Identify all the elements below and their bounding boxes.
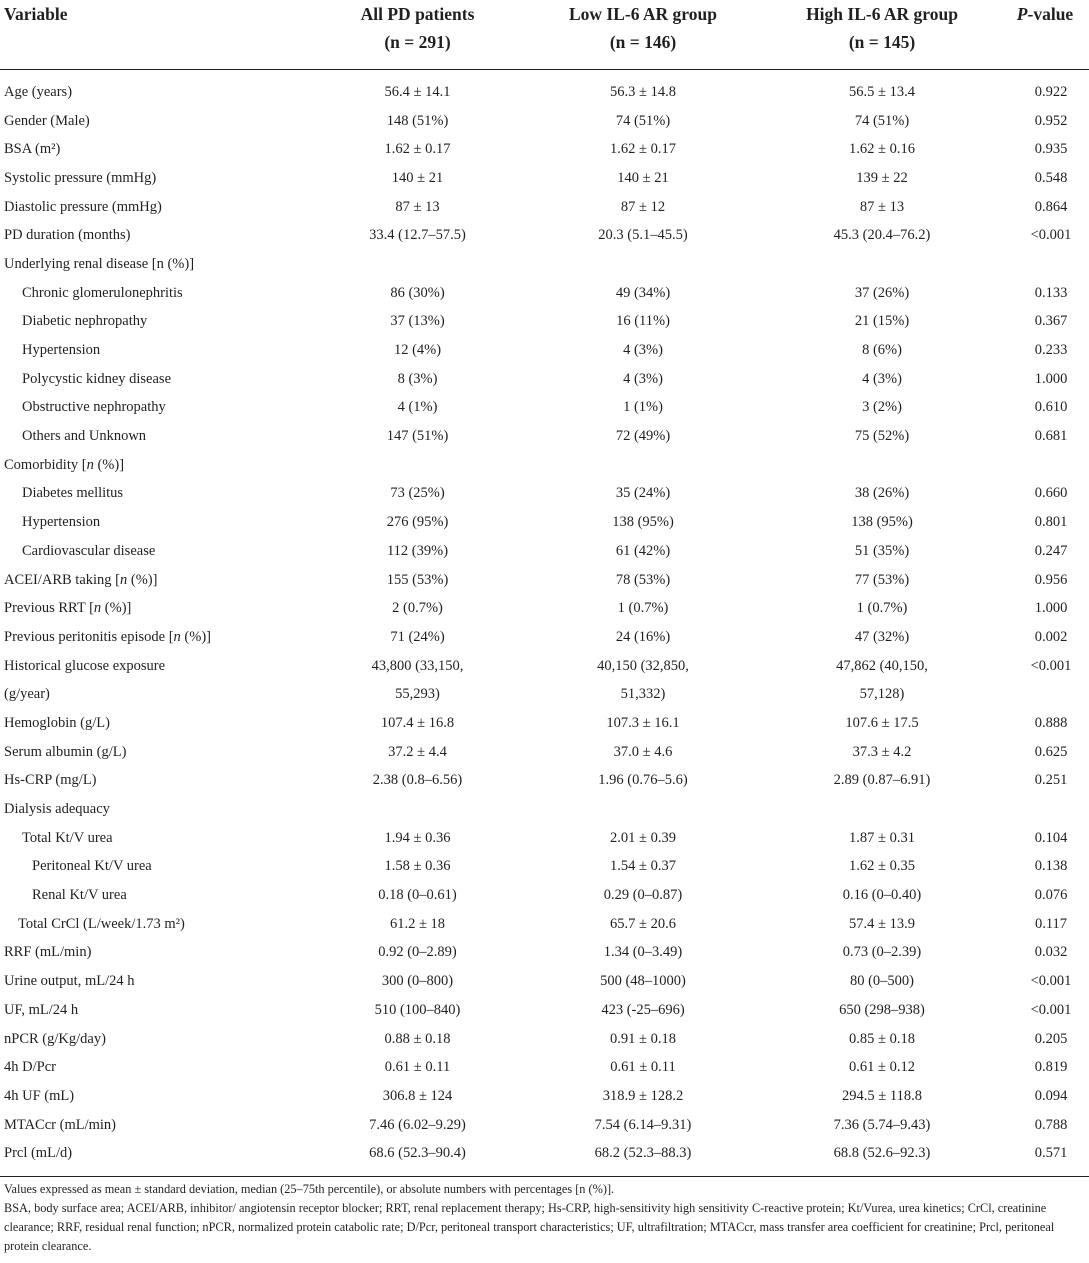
cell-all-patients: 43,800 (33,150,	[371, 657, 464, 674]
header-high-group	[763, 0, 1001, 70]
row-label: BSA (m²)	[4, 141, 61, 158]
row-label: Diabetes mellitus	[22, 485, 124, 502]
row-label-italic-n: n	[120, 571, 128, 588]
cell-low-group: 40,150 (32,850,	[597, 657, 689, 674]
cell-p-value	[1001, 795, 1089, 824]
cell-low-group: 49 (34%)	[615, 284, 671, 301]
cell-p-value: 0.076	[1034, 887, 1068, 904]
cell-high-group: 0.73 (0–2.39)	[842, 944, 922, 961]
cell-high-group: 68.8 (52.6–92.3)	[763, 1139, 1001, 1176]
table-row	[0, 939, 1089, 968]
row-label: UF, mL/24 h	[4, 1001, 79, 1018]
row-label: Total CrCl (L/week/1.73 m²)	[18, 915, 185, 932]
cell-all-patients: 107.4 ± 16.8	[380, 714, 455, 731]
cell-high-group: 107.6 ± 17.5	[845, 714, 919, 731]
cell-high-group	[763, 795, 1001, 824]
row-label: Underlying renal disease [n (%)]	[4, 255, 195, 272]
cell-low-group: 56.3 ± 14.8	[610, 83, 676, 100]
cell-all-patients: 86 (30%)	[390, 284, 445, 301]
cell-high-group	[763, 250, 1001, 279]
cell-low-group: 1 (0.7%)	[617, 600, 669, 617]
cell-p-value: 0.138	[1034, 858, 1068, 875]
row-label: 4h UF (mL)	[4, 1087, 75, 1104]
cell-high-group: 87 ± 13	[859, 198, 905, 215]
row-label-part: (%)]	[101, 600, 132, 617]
cell-p-value: 0.956	[1034, 571, 1068, 588]
row-label: Others and Unknown	[22, 428, 147, 445]
cell-low-group: 1.54 ± 0.37	[610, 858, 676, 875]
header-low-label: Low IL-6 AR group	[569, 4, 717, 24]
row-label: 4h D/Pcr	[4, 1059, 56, 1076]
cell-p-value: 0.625	[1034, 743, 1068, 760]
cell-all-patients: 306.8 ± 124	[382, 1087, 453, 1104]
table-row	[0, 709, 1089, 738]
cell-low-group: 1.96 (0.76–5.6)	[598, 772, 688, 789]
cell-all-patients: 0.61 ± 0.11	[384, 1059, 451, 1076]
cell-p-value: 0.233	[1034, 342, 1068, 359]
cell-p-value: 0.571	[1001, 1139, 1089, 1176]
row-label-italic-n: n	[86, 456, 94, 473]
table-row	[0, 135, 1089, 164]
cell-all-patients: 56.4 ± 14.1	[384, 83, 451, 100]
cell-p-value: 0.801	[1034, 514, 1068, 531]
cell-all-patients: 2 (0.7%)	[392, 600, 443, 617]
cell-low-group	[523, 250, 763, 279]
table-footnotes	[0, 1180, 1089, 1256]
header-variable: Variable	[0, 0, 312, 70]
row-label: nPCR (g/Kg/day)	[4, 1030, 106, 1047]
cell-all-patients: 0.88 ± 0.18	[384, 1030, 451, 1047]
cell-high-group: 0.61 ± 0.12	[849, 1059, 915, 1076]
cell-low-group: 2.01 ± 0.39	[610, 829, 676, 846]
row-label: Cardiovascular disease	[22, 542, 156, 559]
row-label: Hypertension	[22, 342, 101, 359]
cell-p-value: 1.000	[1034, 370, 1068, 387]
table-row	[0, 279, 1089, 308]
row-label: (g/year)	[4, 686, 50, 703]
cell-high-group: 650 (298–938)	[839, 1001, 925, 1018]
cell-all-patients	[312, 250, 523, 279]
cell-low-group: 4 (3%)	[623, 370, 663, 387]
cell-all-patients: 2.38 (0.8–6.56)	[372, 772, 463, 789]
cell-low-group: 61 (42%)	[615, 542, 671, 559]
cell-low-group: 37.0 ± 4.6	[613, 743, 673, 760]
cell-low-group: 16 (11%)	[616, 313, 670, 330]
cell-all-patients: 8 (3%)	[397, 370, 438, 387]
cell-p-value: 0.094	[1034, 1087, 1068, 1104]
cell-high-group: 1.62 ± 0.35	[849, 858, 915, 875]
cell-high-group: 138 (95%)	[851, 514, 913, 531]
cell-all-patients: 37.2 ± 4.4	[388, 743, 447, 760]
cell-all-patients: 1.62 ± 0.17	[384, 141, 451, 158]
cell-high-group: 139 ± 22	[856, 169, 908, 186]
cell-high-group: 80 (0–500)	[849, 973, 915, 990]
header-p-italic: P	[1016, 4, 1028, 24]
row-label	[0, 594, 312, 623]
table-row	[0, 193, 1089, 222]
cell-high-group: 38 (26%)	[854, 485, 910, 502]
table-row	[0, 566, 1089, 595]
cell-p-value: 0.788	[1034, 1116, 1068, 1133]
row-label: Hs-CRP (mg/L)	[4, 772, 97, 789]
table-row	[0, 767, 1089, 796]
row-label: Obstructive nephropathy	[22, 399, 166, 416]
header-all-n: (n = 291)	[384, 32, 451, 52]
row-label-italic-n: n	[173, 628, 181, 645]
cell-all-patients: 148 (51%)	[386, 112, 449, 129]
table-row	[0, 1082, 1089, 1111]
cell-all-patients: 7.46 (6.02–9.29)	[369, 1116, 466, 1133]
cell-p-value: 0.133	[1034, 284, 1068, 301]
cell-p-value: 0.117	[1034, 915, 1068, 932]
table-row	[0, 996, 1089, 1025]
cell-all-patients: 510 (100–840)	[374, 1001, 461, 1018]
cell-low-group: 72 (49%)	[615, 428, 671, 445]
table-row	[0, 795, 1089, 824]
cell-low-group: 140 ± 21	[617, 169, 669, 186]
cell-high-group: 75 (52%)	[854, 428, 910, 445]
table-row	[0, 422, 1089, 451]
table-header	[0, 0, 1089, 70]
row-label: Hypertension	[22, 514, 101, 531]
cell-p-value: 0.681	[1034, 428, 1068, 445]
row-label: Diabetic nephropathy	[22, 313, 148, 330]
cell-all-patients: 55,293)	[395, 686, 440, 703]
cell-low-group: 65.7 ± 20.6	[610, 915, 676, 932]
cell-high-group	[763, 451, 1001, 480]
cell-p-value: 0.952	[1034, 112, 1068, 129]
cell-p-value: <0.001	[1030, 973, 1072, 990]
cell-high-group: 4 (3%)	[862, 370, 902, 387]
table-row	[0, 1139, 1089, 1176]
table-row	[0, 824, 1089, 853]
cell-p-value	[1001, 250, 1089, 279]
cell-all-patients: 87 ± 13	[395, 198, 440, 215]
table-row	[0, 881, 1089, 910]
cell-high-group: 294.5 ± 118.8	[842, 1087, 922, 1104]
table-row	[0, 480, 1089, 509]
cell-p-value	[1001, 680, 1089, 709]
row-label-part: Previous RRT [	[4, 600, 94, 617]
cell-all-patients: 0.18 (0–0.61)	[378, 887, 457, 904]
table-row	[0, 451, 1089, 480]
cell-p-value: 0.032	[1034, 944, 1068, 961]
header-low-group	[523, 0, 763, 70]
cell-low-group: 0.61 ± 0.11	[610, 1059, 676, 1076]
cell-high-group: 57,128)	[859, 686, 905, 703]
cell-p-value: <0.001	[1030, 227, 1072, 244]
cell-all-patients: 1.58 ± 0.36	[384, 858, 451, 875]
cell-high-group: 74 (51%)	[854, 112, 910, 129]
cell-all-patients: 1.94 ± 0.36	[384, 829, 451, 846]
cell-p-value: 0.922	[1034, 83, 1068, 100]
cell-high-group: 47,862 (40,150,	[836, 657, 928, 674]
row-label: MTACcr (mL/min)	[4, 1116, 116, 1133]
cell-all-patients: 0.92 (0–2.89)	[378, 944, 457, 961]
cell-low-group: 107.3 ± 16.1	[606, 714, 680, 731]
table-row	[0, 967, 1089, 996]
row-label: Chronic glomerulonephritis	[22, 284, 183, 301]
table-row	[0, 394, 1089, 423]
cell-p-value: 0.819	[1034, 1059, 1068, 1076]
cell-all-patients	[312, 795, 523, 824]
cell-high-group: 37.3 ± 4.2	[852, 743, 912, 760]
cell-all-patients	[312, 451, 523, 480]
cell-low-group: 35 (24%)	[615, 485, 671, 502]
cell-p-value: 0.888	[1034, 714, 1068, 731]
cell-high-group: 57.4 ± 13.9	[849, 915, 915, 932]
cell-all-patients: 37 (13%)	[390, 313, 445, 330]
cell-low-group: 423 (-25–696)	[601, 1001, 685, 1018]
cell-p-value: 0.610	[1034, 399, 1068, 416]
cell-all-patients: 112 (39%)	[386, 542, 449, 559]
cell-p-value: 0.251	[1034, 772, 1068, 789]
cell-all-patients: 33.4 (12.7–57.5)	[369, 227, 466, 244]
row-label: Prcl (mL/d)	[0, 1139, 312, 1176]
row-label: Renal Kt/V urea	[32, 887, 127, 904]
cell-low-group: 1.34 (0–3.49)	[603, 944, 683, 961]
row-label: RRF (mL/min)	[4, 944, 92, 961]
cell-p-value: 0.864	[1034, 198, 1068, 215]
row-label: PD duration (months)	[4, 227, 131, 244]
row-label-part: (%)]	[93, 456, 125, 473]
row-label: Serum albumin (g/L)	[4, 743, 127, 760]
cell-all-patients: 68.6 (52.3–90.4)	[312, 1139, 523, 1176]
table-row	[0, 853, 1089, 882]
table-row	[0, 623, 1089, 652]
cell-low-group	[523, 795, 763, 824]
cell-all-patients: 140 ± 21	[391, 169, 444, 186]
cell-all-patients: 71 (24%)	[390, 628, 445, 645]
row-label: Age (years)	[4, 83, 73, 100]
header-row	[0, 0, 1089, 70]
cell-high-group: 21 (15%)	[854, 313, 910, 330]
cell-p-value: <0.001	[1030, 657, 1072, 674]
row-label: Diastolic pressure (mmHg)	[4, 198, 162, 215]
row-label: Urine output, mL/24 h	[4, 973, 135, 990]
row-label	[0, 623, 312, 652]
row-label: Gender (Male)	[4, 112, 90, 129]
table-row	[0, 221, 1089, 250]
cell-high-group: 47 (32%)	[854, 628, 910, 645]
cell-high-group: 77 (53%)	[854, 571, 910, 588]
row-label-part: Comorbidity [	[4, 456, 87, 473]
cell-high-group: 1.87 ± 0.31	[849, 829, 915, 846]
header-p-rest: -value	[1027, 4, 1074, 24]
cell-p-value: 0.247	[1034, 542, 1068, 559]
cell-all-patients: 147 (51%)	[386, 428, 449, 445]
table-row	[0, 1025, 1089, 1054]
row-label	[0, 451, 312, 480]
cell-all-patients: 61.2 ± 18	[389, 915, 446, 932]
table-row	[0, 1053, 1089, 1082]
row-label	[0, 566, 312, 595]
cell-high-group: 7.36 (5.74–9.43)	[833, 1116, 931, 1133]
cell-low-group: 0.91 ± 0.18	[610, 1030, 676, 1047]
table-body	[0, 70, 1089, 1177]
cell-low-group: 318.9 ± 128.2	[602, 1087, 684, 1104]
cell-low-group: 138 (95%)	[612, 514, 674, 531]
cell-all-patients: 73 (25%)	[390, 485, 445, 502]
cell-p-value: 0.205	[1034, 1030, 1068, 1047]
cell-high-group: 1.62 ± 0.16	[849, 141, 915, 158]
table-row	[0, 164, 1089, 193]
cell-p-value: 0.002	[1034, 628, 1068, 645]
row-label-part: ACEI/ARB taking [	[4, 571, 120, 588]
table-row	[0, 308, 1089, 337]
table-row	[0, 365, 1089, 394]
table-row	[0, 250, 1089, 279]
table-row	[0, 336, 1089, 365]
cell-low-group: 24 (16%)	[615, 628, 671, 645]
header-high-n: (n = 145)	[848, 32, 916, 52]
cell-all-patients: 12 (4%)	[393, 342, 442, 359]
cell-high-group: 8 (6%)	[862, 342, 902, 359]
cell-low-group	[523, 451, 763, 480]
cell-low-group: 87 ± 12	[620, 198, 666, 215]
table-row	[0, 508, 1089, 537]
row-label-part: (%)]	[127, 571, 158, 588]
footnote-values: Values expressed as mean ± standard deviation, median (25–75th percentile), or absolute numbers with percentages [n (%)].	[4, 1182, 615, 1196]
cell-high-group: 0.16 (0–0.40)	[842, 887, 922, 904]
table-row	[0, 680, 1089, 709]
table-row	[0, 107, 1089, 136]
row-label: Peritoneal Kt/V urea	[32, 858, 152, 875]
row-label: Dialysis adequacy	[4, 801, 110, 818]
cell-low-group: 4 (3%)	[623, 342, 663, 359]
header-low-n: (n = 146)	[609, 32, 677, 52]
table-row	[0, 652, 1089, 681]
cell-high-group: 3 (2%)	[862, 399, 902, 416]
row-label: Historical glucose exposure	[4, 657, 166, 674]
cell-low-group: 78 (53%)	[615, 571, 671, 588]
cell-all-patients: 155 (53%)	[386, 571, 449, 588]
cell-high-group: 2.89 (0.87–6.91)	[833, 772, 931, 789]
cell-p-value: <0.001	[1030, 1001, 1072, 1018]
cell-low-group: 7.54 (6.14–9.31)	[594, 1116, 692, 1133]
table-row	[0, 594, 1089, 623]
cell-all-patients: 300 (0–800)	[381, 973, 454, 990]
cell-all-patients: 276 (95%)	[386, 514, 449, 531]
cell-low-group: 68.2 (52.3–88.3)	[523, 1139, 763, 1176]
cell-low-group: 1.62 ± 0.17	[610, 141, 676, 158]
table-row	[0, 1111, 1089, 1140]
cell-p-value: 0.104	[1034, 829, 1068, 846]
row-label: Polycystic kidney disease	[22, 370, 172, 387]
header-high-label: High IL-6 AR group	[806, 4, 958, 24]
table-row	[0, 738, 1089, 767]
table-row	[0, 537, 1089, 566]
row-label-part: (%)]	[180, 628, 211, 645]
cell-low-group: 20.3 (5.1–45.5)	[598, 227, 688, 244]
cell-p-value: 0.935	[1034, 141, 1068, 158]
header-all-patients	[312, 0, 523, 70]
cell-p-value	[1001, 451, 1089, 480]
cell-low-group: 0.29 (0–0.87)	[603, 887, 683, 904]
cell-high-group: 56.5 ± 13.4	[849, 83, 915, 100]
cell-high-group: 1 (0.7%)	[856, 600, 908, 617]
cell-low-group: 500 (48–1000)	[600, 973, 686, 990]
cell-high-group: 0.85 ± 0.18	[849, 1030, 915, 1047]
cell-low-group: 74 (51%)	[615, 112, 671, 129]
cell-p-value: 0.548	[1034, 169, 1068, 186]
row-label: Total Kt/V urea	[22, 829, 113, 846]
row-label-part: Previous peritonitis episode [	[4, 628, 174, 645]
row-label: Systolic pressure (mmHg)	[4, 169, 157, 186]
cell-low-group: 51,332)	[620, 686, 666, 703]
row-label: Hemoglobin (g/L)	[4, 714, 110, 731]
header-all-label: All PD patients	[360, 4, 475, 24]
table-row	[0, 910, 1089, 939]
cell-low-group: 1 (1%)	[623, 399, 663, 416]
cell-p-value: 1.000	[1034, 600, 1068, 617]
cell-high-group: 37 (26%)	[854, 284, 910, 301]
row-label-italic-n: n	[93, 600, 102, 617]
cell-high-group: 45.3 (20.4–76.2)	[833, 227, 931, 244]
table-row	[0, 70, 1089, 107]
cell-all-patients: 4 (1%)	[397, 399, 438, 416]
cell-p-value: 0.367	[1034, 313, 1068, 330]
cell-p-value: 0.660	[1034, 485, 1068, 502]
footnote-abbreviations: BSA, body surface area; ACEI/ARB, inhibitor/ angiotensin receptor blocker; RRT, renal replacement therapy; Hs-CRP, high-sensitivity high sensitivity C-reactive protein; Kt/Vurea, urea kinetics; CrCl, creatinine clearance; RRF, residual renal function; nPCR, normalized protein catabolic rate; D/Pcr, peritoneal transport characteristics; UF, ultrafiltration; MTACcr, mass transfer area coefficient for creatinine; Prcl, peritoneal protein clearance.	[4, 1201, 1055, 1253]
header-p-value	[1001, 0, 1089, 70]
cell-high-group: 51 (35%)	[854, 542, 910, 559]
